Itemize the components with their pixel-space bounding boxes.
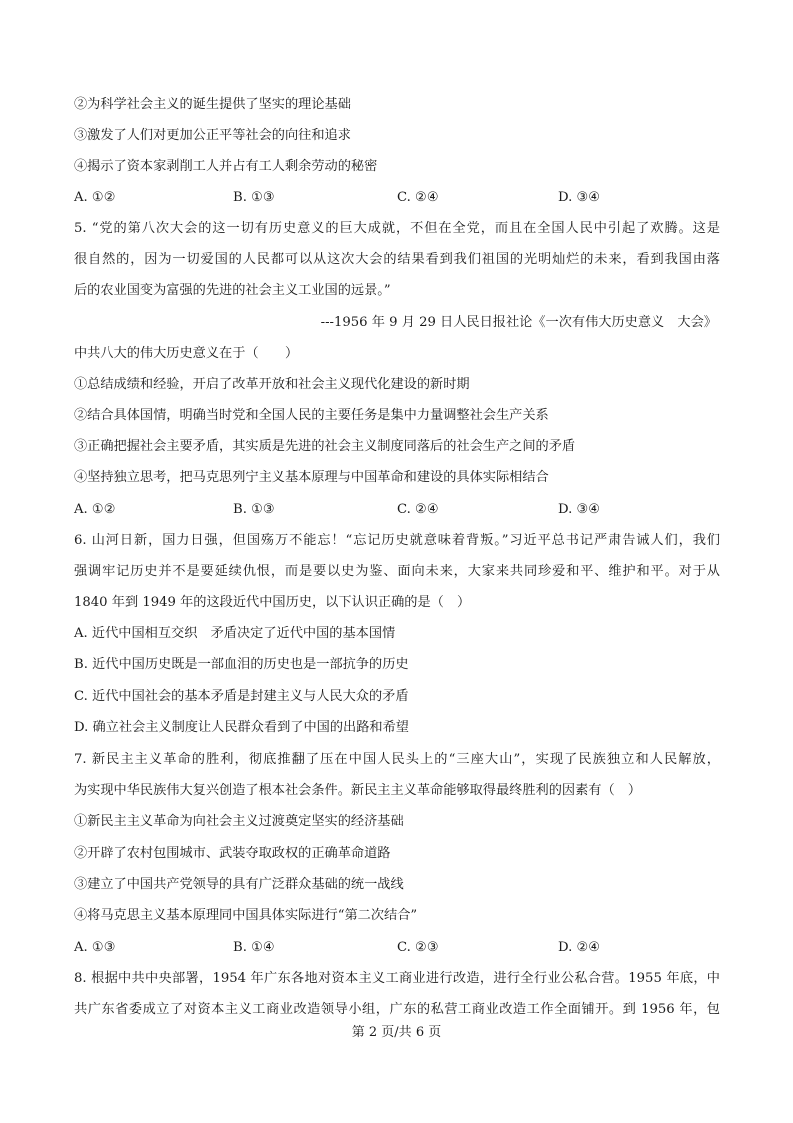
q7-statement-2: ②开辟了农村包围城市、武装夺取政权的正确革命道路 bbox=[74, 846, 391, 861]
q4-option-b: B. ①③ bbox=[233, 190, 275, 205]
q4-statement-2: ②为科学社会主义的诞生提供了坚实的理论基础 bbox=[74, 97, 351, 112]
q5-option-a: A. ①② bbox=[74, 502, 116, 517]
q7-option-b: B. ①④ bbox=[233, 940, 275, 955]
q5-quote-line-1: 5. “党的第八次大会的这一切有历史意义的巨大成就，不但在全党，而且在全国人民中引起了欢腾。这是 bbox=[74, 221, 720, 236]
q7-option-a: A. ①③ bbox=[74, 940, 116, 955]
q7-statement-4: ④将马克思主义基本原理同中国具体实际进行“第二次结合” bbox=[74, 908, 418, 923]
q6-option-d: D. 确立社会主义制度让人民群众看到了中国的出路和希望 bbox=[74, 720, 409, 735]
q5-source: ---1956 年 9 月 29 日人民日报社论《一次有伟大历史意义 大会》 bbox=[320, 315, 717, 330]
q5-statement-2: ②结合具体国情，明确当时党和全国人民的主要任务是集中力量调整社会生产关系 bbox=[74, 408, 549, 423]
q7-statement-3: ③建立了中国共产党领导的具有广泛群众基础的统一战线 bbox=[74, 877, 404, 892]
q6-stem-line-3: 1840 年到 1949 年的这段近代中国历史，以下认识正确的是（ ） bbox=[74, 595, 471, 610]
q6-option-c: C. 近代中国社会的基本矛盾是封建主义与人民大众的矛盾 bbox=[74, 689, 409, 704]
q4-option-d: D. ③④ bbox=[558, 190, 601, 205]
q7-statement-1: ①新民主主义革命为向社会主义过渡奠定坚实的经济基础 bbox=[74, 814, 404, 829]
q4-option-a: A. ①② bbox=[74, 190, 116, 205]
q5-statement-3: ③正确把握社会主要矛盾，其实质是先进的社会主义制度同落后的社会生产之间的矛盾 bbox=[74, 439, 576, 454]
q7-stem-line-2: 为实现中华民族伟大复兴创造了根本社会条件。新民主主义革命能够取得最终胜利的因素有（ ） bbox=[74, 783, 642, 798]
q7-option-c: C. ②③ bbox=[397, 940, 439, 955]
page-number-footer: 第 2 页/共 6 页 bbox=[351, 1025, 442, 1040]
q7-stem-line-1: 7. 新民主主义革命的胜利，彻底推翻了压在中国人民头上的“三座大山”，实现了民族独立和人民解放， bbox=[74, 752, 720, 767]
q5-quote-line-3: 后的农业国变为富强的先进的社会主义工业国的远景。” bbox=[74, 283, 391, 298]
q5-option-b: B. ①③ bbox=[233, 502, 275, 517]
q6-stem-line-1: 6. 山河日新，国力日强，但国殇万不能忘！“忘记历史就意味着背叛。”习近平总书记严肃告诫人们，我们 bbox=[74, 533, 720, 548]
q5-stem: 中共八大的伟大历史意义在于（ ） bbox=[74, 346, 299, 361]
q5-option-d: D. ③④ bbox=[558, 502, 601, 517]
q4-statement-4: ④揭示了资本家剥削工人并占有工人剩余劳动的秘密 bbox=[74, 159, 378, 174]
q7-option-d: D. ②④ bbox=[558, 940, 601, 955]
q6-stem-line-2: 强调牢记历史并不是要延续仇恨，而是要以史为鉴、面向未来，大家来共同珍爱和平、维护和平。对于从 bbox=[74, 564, 720, 579]
q5-option-c: C. ②④ bbox=[397, 502, 439, 517]
q5-statement-4: ④坚持独立思考，把马克思列宁主义基本原理与中国革命和建设的具体实际相结合 bbox=[74, 470, 549, 485]
q6-option-a: A. 近代中国相互交织 矛盾决定了近代中国的基本国情 bbox=[74, 626, 396, 641]
q8-stem-line-2: 共广东省委成立了对资本主义工商业改造领导小组，广东的私营工商业改造工作全面铺开。到 1956 年，包 bbox=[74, 1002, 720, 1017]
q4-statement-3: ③激发了人们对更加公正平等社会的向往和追求 bbox=[74, 128, 351, 143]
q4-option-c: C. ②④ bbox=[397, 190, 439, 205]
q5-quote-line-2: 很自然的，因为一切爱国的人民都可以从这次大会的结果看到我们祖国的光明灿烂的未来，看到我国由落 bbox=[74, 252, 720, 267]
q6-option-b: B. 近代中国历史既是一部血泪的历史也是一部抗争的历史 bbox=[74, 657, 409, 672]
q5-statement-1: ①总结成绩和经验，开启了改革开放和社会主义现代化建设的新时期 bbox=[74, 377, 470, 392]
q8-stem-line-1: 8. 根据中共中央部署，1954 年广东各地对资本主义工商业进行改造，进行全行业公私合营。1955 年底，中 bbox=[74, 971, 720, 986]
